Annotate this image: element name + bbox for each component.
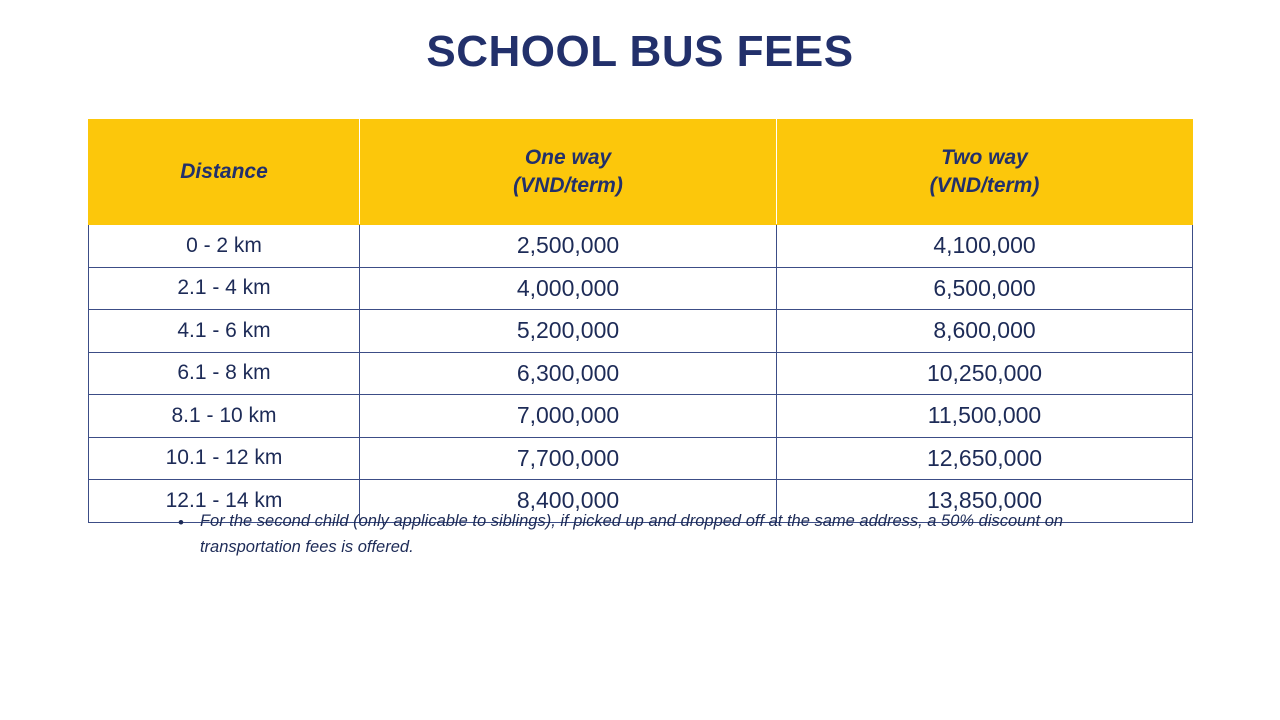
cell-two-way: 10,250,000 — [777, 352, 1193, 395]
table-row — [89, 225, 1193, 268]
cell-distance: 4.1 - 6 km — [89, 310, 360, 353]
page-title: SCHOOL BUS FEES — [426, 27, 854, 76]
cell-one-way: 5,200,000 — [360, 310, 777, 353]
column-header-distance — [89, 120, 360, 225]
column-header-two-way — [777, 120, 1193, 225]
table-row — [89, 267, 1193, 310]
cell-one-way: 7,700,000 — [360, 437, 777, 480]
cell-distance: 6.1 - 8 km — [89, 352, 360, 395]
cell-one-way: 4,000,000 — [360, 267, 777, 310]
cell-two-way: 8,600,000 — [777, 310, 1193, 353]
cell-one-way: 8,400,000 — [360, 480, 777, 523]
cell-two-way: 11,500,000 — [777, 395, 1193, 438]
cell-two-way: 4,100,000 — [777, 225, 1193, 268]
table-row — [89, 395, 1193, 438]
cell-distance: 10.1 - 12 km — [89, 437, 360, 480]
school-bus-fees-table — [88, 119, 1193, 523]
cell-one-way: 7,000,000 — [360, 395, 777, 438]
column-header-one-way-unit: (VND/term) — [513, 174, 623, 197]
column-header-one-way — [360, 120, 777, 225]
cell-distance: 12.1 - 14 km — [89, 480, 360, 523]
cell-two-way: 12,650,000 — [777, 437, 1193, 480]
cell-one-way: 2,500,000 — [360, 225, 777, 268]
table-row — [89, 352, 1193, 395]
cell-two-way: 6,500,000 — [777, 267, 1193, 310]
cell-distance: 0 - 2 km — [89, 225, 360, 268]
column-header-two-way-unit: (VND/term) — [929, 174, 1040, 197]
table-row — [89, 437, 1193, 480]
column-header-one-way-label: One way — [524, 146, 612, 170]
cell-distance: 2.1 - 4 km — [89, 267, 360, 310]
cell-one-way: 6,300,000 — [360, 352, 777, 395]
column-header-distance-label: Distance — [180, 160, 268, 184]
footnote — [178, 509, 1078, 560]
cell-distance: 8.1 - 10 km — [89, 395, 360, 438]
column-header-two-way-label: Two way — [941, 146, 1028, 170]
table-header-row — [89, 120, 1193, 225]
table-body — [89, 225, 1193, 523]
footnote-text: For the second child (only applicable to siblings), if picked up and dropped off at the same address, a 50% discount on transportation fees is offered. — [199, 512, 1064, 556]
bullet-icon: • — [178, 513, 184, 532]
table-row — [89, 310, 1193, 353]
cell-two-way: 13,850,000 — [777, 480, 1193, 523]
table-header — [89, 120, 1193, 225]
